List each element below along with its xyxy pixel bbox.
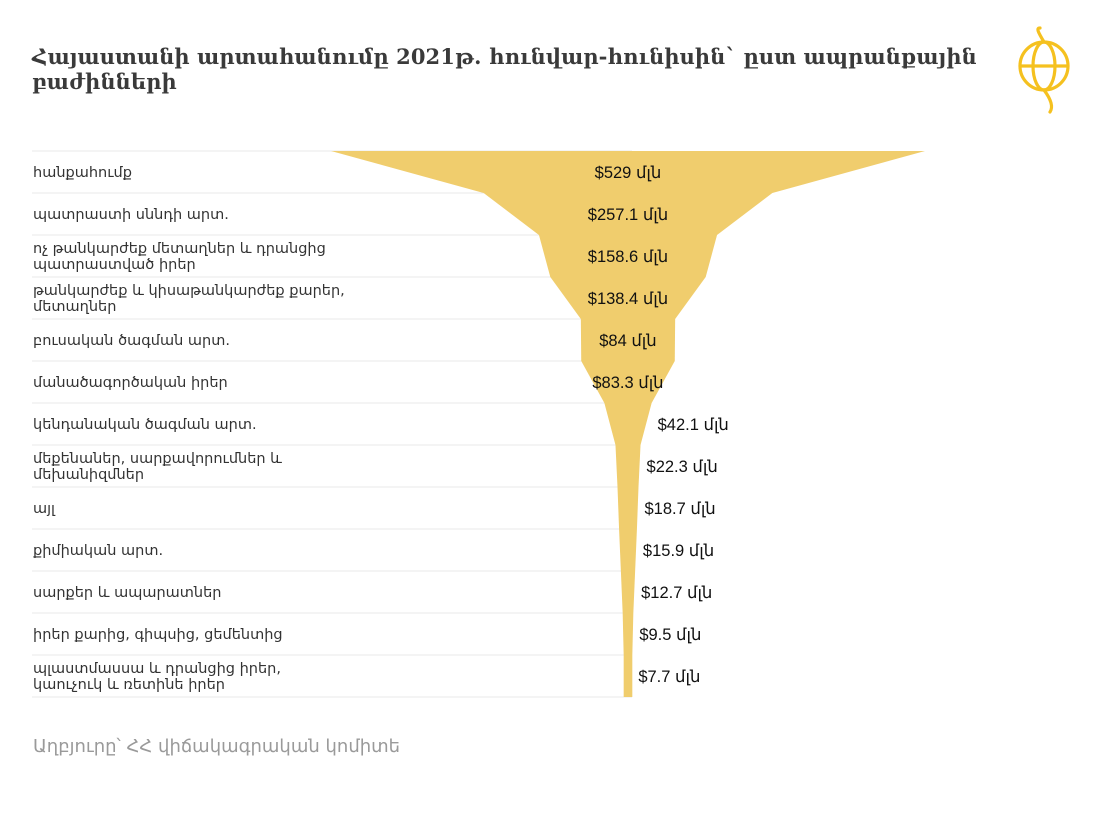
category-label: պատրաստի սննդի արտ. [33,207,229,223]
category-label: կաուչուկ և ռետինե իրեր [33,677,225,693]
source-note: Աղբյուրը՝ ՀՀ վիճակագրական կոմիտե [33,736,401,757]
category-label: այլ [33,501,55,517]
category-label: սարքեր և ապարատներ [33,585,222,601]
funnel-segment [618,487,639,529]
category-label: կենդանական ծագման արտ. [33,417,257,433]
category-label: ոչ թանկարժեք մետաղներ և դրանցից [33,241,326,257]
value-label: $9.5 մլն [639,626,702,644]
value-label: $158.6 մլն [587,248,669,266]
value-label: $7.7 մլն [638,668,701,686]
category-label: թանկարժեք և կիսաթանկարժեք քարեր, [33,283,345,299]
category-label: բուսական ծագման արտ. [33,333,230,349]
funnel-segment [623,613,634,655]
chart-title: Հայաստանի արտահանումը 2021թ. հունվար-հունիսին` ըստ ապրանքային բաժինների [32,44,977,94]
value-label: $22.3 մլն [646,458,718,476]
category-label: մետաղներ [33,299,117,315]
value-label: $15.9 մլն [642,542,715,560]
value-label: $12.7 մլն [641,584,713,602]
category-label: մեխանիզմներ [33,467,145,483]
funnel-segment [621,571,635,613]
category-label: իրեր քարից, գիպսից, ցեմենտից [33,627,283,643]
funnel-segment [615,445,640,487]
category-label: մեքենաներ, սարքավորումներ և [33,451,282,467]
category-label: հանքահումք [33,165,132,181]
value-label: $529 մլն [594,164,662,182]
value-label: $18.7 մլն [644,500,716,518]
value-label: $138.4 մլն [587,290,669,308]
value-label: $42.1 մլն [657,416,729,434]
funnel-segment [619,529,637,571]
category-label: մանածագործական իրեր [33,375,228,391]
funnel-segment [624,655,633,697]
value-label: $84 մլն [599,332,657,350]
category-label: պլաստմասսա և դրանցից իրեր, [33,661,281,677]
value-label: $83.3 մլն [592,374,664,392]
funnel-segment [604,403,651,445]
category-label: քիմիական արտ. [33,543,164,559]
category-label: պատրաստված իրեր [33,257,196,273]
value-label: $257.1 մլն [587,206,669,224]
